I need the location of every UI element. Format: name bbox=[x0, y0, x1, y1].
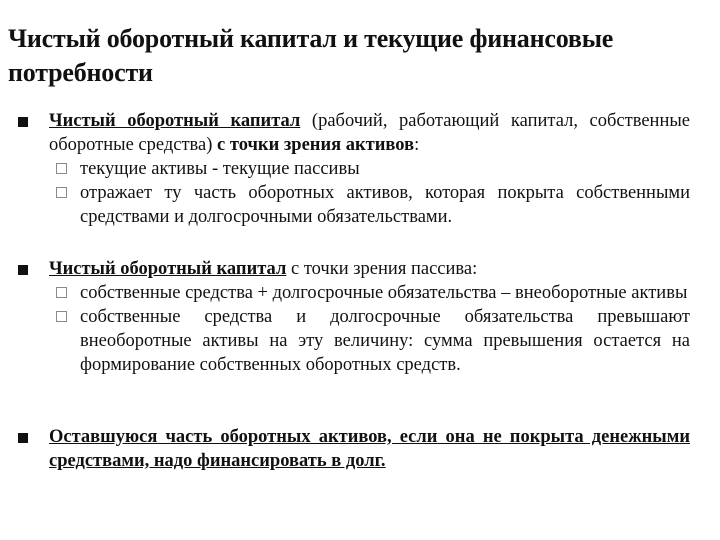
sub-item bbox=[49, 305, 690, 377]
bullet-text bbox=[49, 109, 690, 229]
term-net-working-capital: Чистый оборотный капитал bbox=[49, 259, 287, 279]
bullet-main-line bbox=[49, 109, 690, 157]
bullet-text: Оставшуюся часть оборотных активов, если она не покрыта денежными средствами, надо финансировать в долг. bbox=[49, 427, 690, 471]
sub-item bbox=[49, 181, 690, 229]
checkbox-bullet-icon bbox=[56, 163, 67, 174]
bullet-text bbox=[49, 257, 690, 377]
checkbox-bullet-icon bbox=[56, 287, 67, 298]
term-net-working-capital: Чистый оборотный капитал bbox=[49, 111, 301, 131]
checkbox-bullet-icon bbox=[56, 311, 67, 322]
bullet-main-line bbox=[49, 257, 690, 281]
checkbox-bullet-icon bbox=[56, 187, 67, 198]
colon: : bbox=[414, 135, 420, 155]
sub-item bbox=[49, 281, 690, 305]
sub-item bbox=[49, 157, 690, 181]
term-synonyms: (рабочий, работающий капитал, собственные оборотные средства) bbox=[49, 111, 690, 155]
square-bullet-icon bbox=[18, 265, 28, 275]
sub-item-text: отражает ту часть оборотных активов, которая покрыта собственными средствами и долгосрочными обязательствами. bbox=[80, 183, 690, 227]
liabilities-viewpoint: с точки зрения пассива: bbox=[286, 259, 478, 279]
sub-item-text: собственные средства и долгосрочные обязательства превышают внеоборотные активы на эту величину: сумма превышения остается на формирование собственных оборотных средств. bbox=[80, 307, 690, 375]
assets-viewpoint: с точки зрения активов bbox=[217, 135, 415, 155]
square-bullet-icon bbox=[18, 117, 28, 127]
slide-title: Чистый оборотный капитал и текущие финансовые потребности bbox=[8, 24, 614, 87]
sub-item-text: собственные средства + долгосрочные обязательства – внеоборотные активы bbox=[80, 283, 688, 303]
sub-item-text: текущие активы - текущие пассивы bbox=[80, 159, 360, 179]
square-bullet-icon bbox=[18, 433, 28, 443]
